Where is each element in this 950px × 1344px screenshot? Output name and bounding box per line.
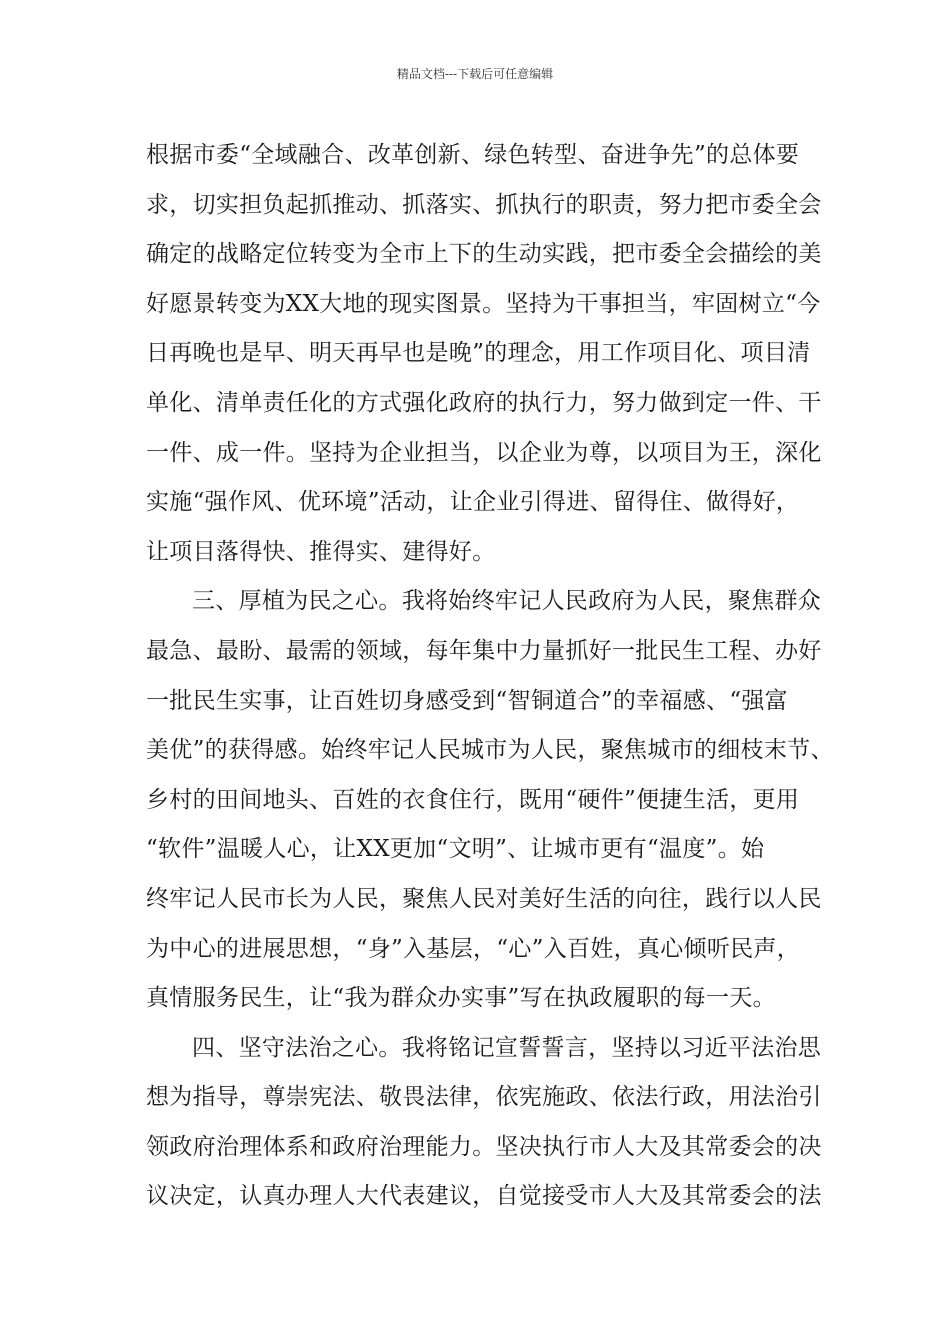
- paragraph-start-line: 四、坚守法治之心。我将铭记宣誓誓言，坚持以习近平法治思: [192, 1034, 822, 1061]
- text-line: 真情服务民生，让“我为群众办实事”写在执政履职的每一天。: [146, 985, 776, 1012]
- text-line: 终牢记人民市长为人民，聚焦人民对美好生活的向往，践行以人民: [146, 885, 822, 912]
- text-line: 确定的战略定位转变为全市上下的生动实践，把市委全会描绘的美: [146, 241, 822, 268]
- text-line: 乡村的田间地头、百姓的衣食住行，既用“硬件”便捷生活，更用: [146, 786, 800, 813]
- text-line: 议决定，认真办理人大代表建议，自觉接受市人大及其常委会的法: [146, 1183, 822, 1210]
- text-line: “软件”温暖人心，让XX更加“文明”、让城市更有“温度”。始: [146, 836, 765, 863]
- text-line: 求，切实担负起抓推动、抓落实、抓执行的职责，努力把市委全会: [146, 191, 822, 218]
- text-line: 想为指导，尊崇宪法、敬畏法律，依宪施政、依法行政，用法治引: [146, 1084, 822, 1111]
- text-line: 根据市委“全域融合、改革创新、绿色转型、奋进争先”的总体要: [146, 142, 800, 168]
- text-line: 最急、最盼、最需的领域，每年集中力量抓好一批民生工程、办好: [146, 637, 822, 664]
- text-line: 为中心的进展思想，“身”入基层，“心”入百姓，真心倾听民声，: [146, 935, 801, 962]
- paragraph-start-line: 三、厚植为民之心。我将始终牢记人民政府为人民，聚焦群众: [192, 588, 822, 615]
- text-line: 一批民生实事，让百姓切身感受到“智铜道合”的幸福感、“强富: [146, 687, 788, 714]
- text-line: 一件、成一件。坚持为企业担当，以企业为尊，以项目为王，深化: [146, 439, 822, 466]
- text-line: 实施“强作风、优环境”活动，让企业引得进、留得住、做得好，: [146, 489, 800, 516]
- document-body: [146, 131, 836, 1222]
- text-line: 美优”的获得感。始终牢记人民城市为人民，聚焦城市的细枝末节、: [146, 737, 834, 764]
- page-header: 精品文档---下载后可任意编辑: [396, 67, 554, 81]
- text-line: 单化、清单责任化的方式强化政府的执行力，努力做到定一件、干: [146, 389, 822, 416]
- text-line: 领政府治理体系和政府治理能力。坚决执行市人大及其常委会的决: [146, 1133, 822, 1160]
- text-line: 让项目落得快、推得实、建得好。: [146, 538, 496, 565]
- text-line: 好愿景转变为XX大地的现实图景。坚持为干事担当，牢固树立“今: [146, 290, 821, 317]
- text-line: 日再晚也是早、明天再早也是晚”的理念，用工作项目化、项目清: [146, 340, 811, 367]
